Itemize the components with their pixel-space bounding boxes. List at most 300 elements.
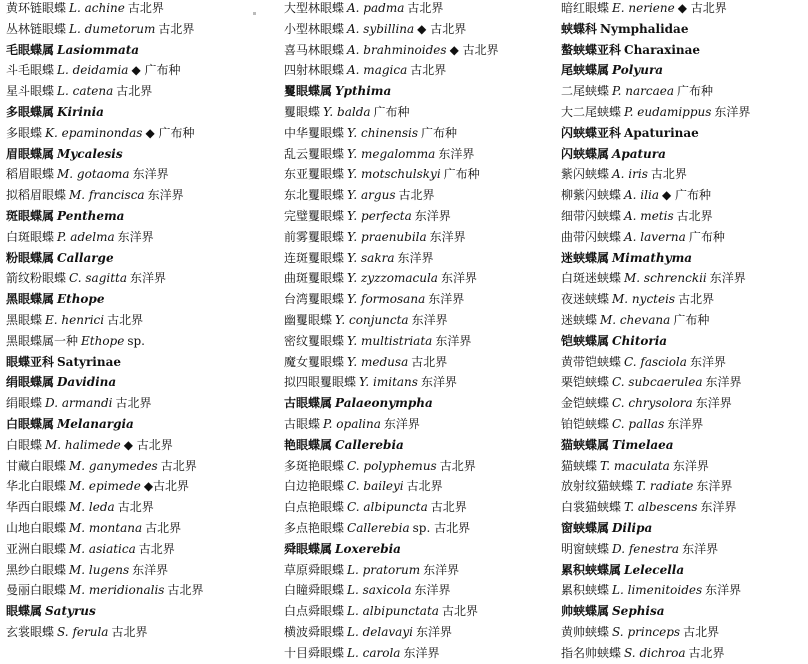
scientific-name: S. ferula	[57, 624, 109, 639]
scientific-name: T. albescens	[624, 500, 698, 515]
species-row	[6, 164, 271, 185]
chinese-name: 二尾蛱蝶	[561, 84, 610, 99]
species-row	[561, 414, 806, 435]
distribution-label: 古北界	[167, 583, 204, 598]
species-row	[284, 476, 554, 497]
distribution-label: 古北界	[650, 167, 687, 182]
chinese-name: 迷蛱蝶属	[561, 250, 610, 265]
chinese-name: 白斑眼蝶	[6, 229, 55, 244]
distribution-label: 东洋界	[696, 479, 733, 494]
chinese-name: 亚洲白眼蝶	[6, 541, 67, 556]
scientific-name: Y. imitans	[359, 375, 418, 390]
scientific-name: S. princeps	[612, 624, 681, 639]
distribution-label: 广布种	[673, 312, 710, 327]
genus-heading	[561, 560, 806, 581]
species-row	[561, 289, 806, 310]
scientific-name: M. leda	[69, 500, 115, 515]
scientific-name: Palaeonympha	[335, 396, 433, 411]
species-row	[561, 185, 806, 206]
scientific-name: L. albipunctata	[347, 604, 439, 619]
chinese-name: 黑纱白眼蝶	[6, 562, 67, 577]
species-row	[6, 185, 271, 206]
scientific-name: P. narcaea	[612, 84, 675, 99]
chinese-name: 矍眼蝶属	[284, 84, 333, 99]
scientific-name: M. ganymedes	[69, 458, 158, 473]
chinese-name: 栗铠蛱蝶	[561, 375, 610, 390]
chinese-name: 密纹矍眼蝶	[284, 333, 345, 348]
chinese-name: 曲斑矍眼蝶	[284, 271, 345, 286]
distribution-label: 古北界	[116, 84, 153, 99]
distribution-label: 古北界	[676, 208, 713, 223]
family-heading	[561, 40, 806, 61]
species-row	[284, 289, 554, 310]
chinese-name: 白裳猫蛱蝶	[561, 500, 622, 515]
scientific-name: Satyrinae	[57, 354, 121, 369]
chinese-name: 毛眼蝶属	[6, 42, 55, 57]
chinese-name: 螯蛱蝶亚科	[561, 42, 622, 57]
species-row	[561, 476, 806, 497]
chinese-name: 黄带铠蛱蝶	[561, 354, 622, 369]
column-middle	[284, 0, 554, 664]
distribution-label: ◆古北界	[143, 479, 190, 494]
species-row	[284, 352, 554, 373]
scientific-name: Y. formosana	[347, 292, 426, 307]
species-row	[284, 560, 554, 581]
species-row	[284, 0, 554, 19]
family-heading	[561, 19, 806, 40]
distribution-label: 古北界	[407, 1, 444, 15]
chinese-name: 累积蛱蝶	[561, 583, 610, 598]
scientific-name: Y. medusa	[347, 354, 409, 369]
chinese-name: 白点舜眼蝶	[284, 604, 345, 619]
chinese-name: 明窗蛱蝶	[561, 541, 610, 556]
distribution-label: 东洋界	[438, 146, 475, 161]
chinese-name: 拟稻眉眼蝶	[6, 188, 67, 203]
chinese-name: 古眼蝶属	[284, 396, 333, 411]
distribution-label: 古北界	[406, 479, 443, 494]
genus-heading	[6, 206, 271, 227]
distribution-label: 东洋界	[147, 188, 184, 203]
chinese-name: 曲带闪蛱蝶	[561, 229, 622, 244]
distribution-label: 东洋界	[414, 583, 451, 598]
chinese-name: 黑眼蝶属一种	[6, 333, 79, 348]
species-row	[561, 622, 806, 643]
scientific-name: L. delavayi	[347, 624, 413, 639]
species-row	[284, 268, 554, 289]
scientific-name: Mimathyma	[612, 250, 693, 265]
scientific-name: Penthema	[57, 208, 125, 223]
scientific-name: M. halimede	[45, 437, 121, 452]
chinese-name: 尾蛱蝶属	[561, 63, 610, 78]
chinese-name: 多眼蝶	[6, 125, 43, 140]
genus-heading	[6, 289, 271, 310]
species-row	[561, 393, 806, 414]
distribution-label: 东洋界	[423, 562, 460, 577]
genus-heading	[6, 248, 271, 269]
scientific-name: Y. balda	[323, 104, 371, 119]
species-row	[561, 456, 806, 477]
chinese-name: 连斑矍眼蝶	[284, 250, 345, 265]
chinese-name: 喜马林眼蝶	[284, 42, 345, 57]
distribution-label: 古北界	[683, 624, 720, 639]
scientific-name: Y. motschulskyi	[347, 167, 441, 182]
scientific-name: Charaxinae	[624, 42, 701, 57]
scientific-name: T. maculata	[600, 458, 670, 473]
species-row	[6, 580, 271, 601]
genus-heading	[561, 601, 806, 622]
distribution-label: ◆ 古北界	[123, 437, 173, 452]
chinese-name: 华北白眼蝶	[6, 479, 67, 494]
species-row	[6, 331, 271, 352]
chinese-name: 闪蛱蝶属	[561, 146, 610, 161]
species-row	[6, 456, 271, 477]
distribution-label: 东洋界	[403, 645, 440, 660]
distribution-label: 东洋界	[420, 375, 457, 390]
species-row	[6, 123, 271, 144]
scientific-name: Davidina	[57, 375, 117, 390]
chinese-name: 拟四眼矍眼蝶	[284, 375, 357, 390]
scientific-name: P. adelma	[57, 229, 115, 244]
scientific-name: Sephisa	[612, 604, 665, 619]
species-row	[6, 518, 271, 539]
scientific-name: Apaturinae	[624, 125, 699, 140]
chinese-name: 闪蛱蝶亚科	[561, 125, 622, 140]
scientific-name: Lasiommata	[57, 42, 140, 57]
chinese-name: 小型林眼蝶	[284, 21, 345, 36]
scientific-name: A. brahminoides	[347, 42, 447, 57]
chinese-name: 白点艳眼蝶	[284, 500, 345, 515]
genus-heading	[561, 144, 806, 165]
species-row	[561, 580, 806, 601]
species-row	[561, 372, 806, 393]
species-row	[284, 40, 554, 61]
distribution-label: 古北界	[138, 541, 175, 556]
distribution-label: 东洋界	[414, 208, 451, 223]
species-row	[284, 185, 554, 206]
scientific-name: Y. chinensis	[347, 125, 419, 140]
genus-heading	[284, 435, 554, 456]
scientific-name: M. gotaoma	[57, 167, 130, 182]
distribution-label: sp.	[127, 333, 145, 348]
scientific-name: S. dichroa	[624, 645, 686, 660]
chinese-name: 多眼蝶属	[6, 104, 55, 119]
scientific-name: A. laverna	[624, 229, 686, 244]
species-row	[561, 310, 806, 331]
distribution-label: ◆ 古北界	[417, 21, 467, 36]
chinese-name: 古眼蝶	[284, 416, 321, 431]
distribution-label: 东洋界	[667, 416, 704, 431]
species-row	[6, 393, 271, 414]
distribution-label: 广布种	[677, 84, 714, 99]
distribution-label: 古北界	[430, 500, 467, 515]
scientific-name: Apatura	[612, 146, 666, 161]
species-row	[561, 81, 806, 102]
scientific-name: A. ilia	[624, 188, 659, 203]
scientific-name: Ypthima	[335, 84, 392, 99]
species-row	[6, 560, 271, 581]
distribution-label: ◆ 古北界	[677, 1, 727, 15]
chinese-name: 蛱蝶科	[561, 21, 598, 36]
distribution-label: ◆ 广布种	[145, 125, 195, 140]
chinese-name: 甘藏白眼蝶	[6, 458, 67, 473]
distribution-label: 东洋界	[435, 333, 472, 348]
chinese-name: 艳眼蝶属	[284, 437, 333, 452]
distribution-label: 古北界	[398, 188, 435, 203]
distribution-label: 古北界	[158, 21, 195, 36]
distribution-label: 广布种	[421, 125, 458, 140]
chinese-name: 大型林眼蝶	[284, 1, 345, 15]
scientific-name: L. dumetorum	[69, 21, 156, 36]
species-row	[6, 539, 271, 560]
scientific-name: A. iris	[612, 167, 648, 182]
distribution-label: 东洋界	[383, 416, 420, 431]
distribution-label: 东洋界	[132, 167, 169, 182]
chinese-name: 曼丽白眼蝶	[6, 583, 67, 598]
genus-heading	[561, 60, 806, 81]
scientific-name: L. limenitoides	[612, 583, 703, 598]
scientific-name: Kirinia	[57, 104, 104, 119]
distribution-label: 古北界	[107, 312, 144, 327]
chinese-name: 乱云矍眼蝶	[284, 146, 345, 161]
species-row	[6, 81, 271, 102]
genus-heading	[561, 331, 806, 352]
species-row	[284, 144, 554, 165]
species-row	[561, 0, 806, 19]
distribution-label: 东洋界	[130, 271, 167, 286]
species-row	[6, 227, 271, 248]
species-row	[561, 539, 806, 560]
species-row	[6, 60, 271, 81]
chinese-name: 东北矍眼蝶	[284, 188, 345, 203]
species-row	[284, 580, 554, 601]
genus-heading	[284, 81, 554, 102]
distribution-label: 古北界	[439, 458, 476, 473]
distribution-label: 东洋界	[689, 354, 726, 369]
scientific-name: Chitoria	[612, 333, 668, 348]
scientific-name: C. sagitta	[69, 271, 128, 286]
scientific-name: Callerebia	[335, 437, 404, 452]
species-row	[6, 435, 271, 456]
scientific-name: P. eudamippus	[624, 104, 712, 119]
chinese-name: 眉眼蝶属	[6, 146, 55, 161]
species-row	[561, 164, 806, 185]
distribution-label: 广布种	[373, 104, 410, 119]
scientific-name: Satyrus	[45, 604, 96, 619]
chinese-name: 柳紫闪蛱蝶	[561, 188, 622, 203]
chinese-name: 中华矍眼蝶	[284, 125, 345, 140]
distribution-label: 东洋界	[700, 500, 737, 515]
genus-heading	[284, 393, 554, 414]
chinese-name: 白瞳舜眼蝶	[284, 583, 345, 598]
distribution-label: 广布种	[688, 229, 725, 244]
chinese-name: 十目舜眼蝶	[284, 645, 345, 660]
species-row	[284, 60, 554, 81]
scientific-name: M. chevana	[600, 312, 671, 327]
scientific-name: D. armandi	[45, 396, 113, 411]
distribution-label: 东洋界	[705, 375, 742, 390]
scientific-name: Y. multistriata	[347, 333, 433, 348]
distribution-label: 古北界	[678, 292, 715, 307]
distribution-label: sp. 古北界	[412, 520, 471, 535]
scientific-name: M. montana	[69, 520, 143, 535]
distribution-label: ◆ 古北界	[449, 42, 499, 57]
species-row	[561, 352, 806, 373]
scientific-name: M. asiatica	[69, 541, 136, 556]
distribution-label: 古北界	[117, 500, 154, 515]
chinese-name: 前雾矍眼蝶	[284, 229, 345, 244]
distribution-label: 古北界	[127, 1, 164, 15]
scientific-name: Mycalesis	[57, 146, 123, 161]
scientific-name: A. sybillina	[347, 21, 415, 36]
distribution-label: 古北界	[111, 624, 148, 639]
species-row	[6, 19, 271, 40]
scientific-name: Melanargia	[57, 416, 134, 431]
distribution-label: 东洋界	[672, 458, 709, 473]
column-right	[561, 0, 806, 664]
distribution-label: 东洋界	[695, 396, 732, 411]
distribution-label: 东洋界	[682, 541, 719, 556]
species-row	[6, 268, 271, 289]
scientific-name: M. nycteis	[612, 292, 676, 307]
species-row	[6, 0, 271, 19]
chinese-name: 眼蝶属	[6, 604, 43, 619]
scientific-name: C. polyphemus	[347, 458, 437, 473]
scientific-name: Ethope	[57, 292, 105, 307]
chinese-name: 迷蛱蝶	[561, 312, 598, 327]
chinese-name: 白斑迷蛱蝶	[561, 271, 622, 286]
scientific-name: M. francisca	[69, 188, 145, 203]
chinese-name: 猫蛱蝶	[561, 458, 598, 473]
scientific-name: C. fasciola	[624, 354, 687, 369]
scientific-name: L. saxicola	[347, 583, 412, 598]
chinese-name: 华西白眼蝶	[6, 500, 67, 515]
distribution-label: 东洋界	[117, 229, 154, 244]
distribution-label: 广布种	[443, 167, 480, 182]
chinese-name: 黄帅蛱蝶	[561, 624, 610, 639]
species-row	[284, 310, 554, 331]
species-row	[6, 497, 271, 518]
chinese-name: 箭纹粉眼蝶	[6, 271, 67, 286]
distribution-label: 古北界	[411, 354, 448, 369]
genus-heading	[6, 40, 271, 61]
chinese-name: 斗毛眼蝶	[6, 63, 55, 78]
scientific-name: E. neriene	[612, 1, 675, 15]
species-row	[284, 518, 554, 539]
scientific-name: L. carola	[347, 645, 401, 660]
scientific-name: Y. argus	[347, 188, 396, 203]
chinese-name: 粉眼蝶属	[6, 250, 55, 265]
chinese-name: 幽矍眼蝶	[284, 312, 333, 327]
chinese-name: 横波舜眼蝶	[284, 624, 345, 639]
genus-heading	[6, 414, 271, 435]
chinese-name: 绢眼蝶属	[6, 375, 55, 390]
species-row	[561, 497, 806, 518]
scientific-name: T. radiate	[636, 479, 694, 494]
chinese-name: 白眼蝶	[6, 437, 43, 452]
chinese-name: 铠蛱蝶属	[561, 333, 610, 348]
species-row	[284, 248, 554, 269]
chinese-name: 绢眼蝶	[6, 396, 43, 411]
chinese-name: 细带闪蛱蝶	[561, 208, 622, 223]
column-left	[6, 0, 271, 643]
distribution-label: 东洋界	[705, 583, 742, 598]
scientific-name: Dilipa	[612, 520, 653, 535]
chinese-name: 铂铠蛱蝶	[561, 416, 610, 431]
chinese-name: 眼蝶亚科	[6, 354, 55, 369]
chinese-name: 窗蛱蝶属	[561, 520, 610, 535]
species-row	[561, 102, 806, 123]
scientific-name: Timelaea	[612, 437, 674, 452]
chinese-name: 白眼蝶属	[6, 416, 55, 431]
family-heading	[561, 123, 806, 144]
scientific-name: A. magica	[347, 63, 408, 78]
distribution-label: 古北界	[115, 396, 152, 411]
scientific-name: E. henrici	[45, 312, 105, 327]
chinese-name: 草原舜眼蝶	[284, 562, 345, 577]
species-row	[284, 456, 554, 477]
chinese-name: 指名帅蛱蝶	[561, 645, 622, 660]
genus-heading	[6, 372, 271, 393]
genus-heading	[6, 601, 271, 622]
species-row	[284, 206, 554, 227]
scientific-name: C. albipuncta	[347, 500, 428, 515]
distribution-label: 古北界	[160, 458, 197, 473]
species-row	[284, 19, 554, 40]
scientific-name: L. pratorum	[347, 562, 421, 577]
chinese-name: 多点艳眼蝶	[284, 520, 345, 535]
scientific-name: D. fenestra	[612, 541, 680, 556]
chinese-name: 暗红眼蝶	[561, 1, 610, 15]
chinese-name: 完璧矍眼蝶	[284, 208, 345, 223]
scientific-name: Y. conjuncta	[335, 312, 409, 327]
distribution-label: 东洋界	[714, 104, 751, 119]
scientific-name: Y. zyzzomacula	[347, 271, 438, 286]
chinese-name: 魔女矍眼蝶	[284, 354, 345, 369]
distribution-label: 东洋界	[429, 229, 466, 244]
species-row	[284, 123, 554, 144]
chinese-name: 稻眉眼蝶	[6, 167, 55, 182]
chinese-name: 黑眼蝶属	[6, 292, 55, 307]
species-row	[561, 643, 806, 664]
chinese-name: 白边艳眼蝶	[284, 479, 345, 494]
scientific-name: Polyura	[612, 63, 664, 78]
species-row	[284, 643, 554, 664]
genus-heading	[561, 518, 806, 539]
genus-heading	[561, 435, 806, 456]
species-row	[284, 372, 554, 393]
chinese-name: 放射纹猫蛱蝶	[561, 479, 634, 494]
scientific-name: C. chrysolora	[612, 396, 693, 411]
family-heading	[6, 352, 271, 373]
scientific-name: Ethope	[81, 333, 125, 348]
scientific-name: Y. megalomma	[347, 146, 436, 161]
chinese-name: 金铠蛱蝶	[561, 396, 610, 411]
scientific-name: Y. perfecta	[347, 208, 412, 223]
distribution-label: 古北界	[410, 63, 447, 78]
distribution-label: 东洋界	[440, 271, 477, 286]
chinese-name: 东亚矍眼蝶	[284, 167, 345, 182]
species-row	[284, 331, 554, 352]
species-row	[284, 414, 554, 435]
chinese-name: 黑眼蝶	[6, 312, 43, 327]
genus-heading	[284, 539, 554, 560]
scientific-name: Nymphalidae	[600, 21, 689, 36]
genus-heading	[6, 144, 271, 165]
species-row	[561, 268, 806, 289]
scientific-name: Loxerebia	[335, 541, 401, 556]
distribution-label: 古北界	[145, 520, 182, 535]
scientific-name: C. baileyi	[347, 479, 404, 494]
